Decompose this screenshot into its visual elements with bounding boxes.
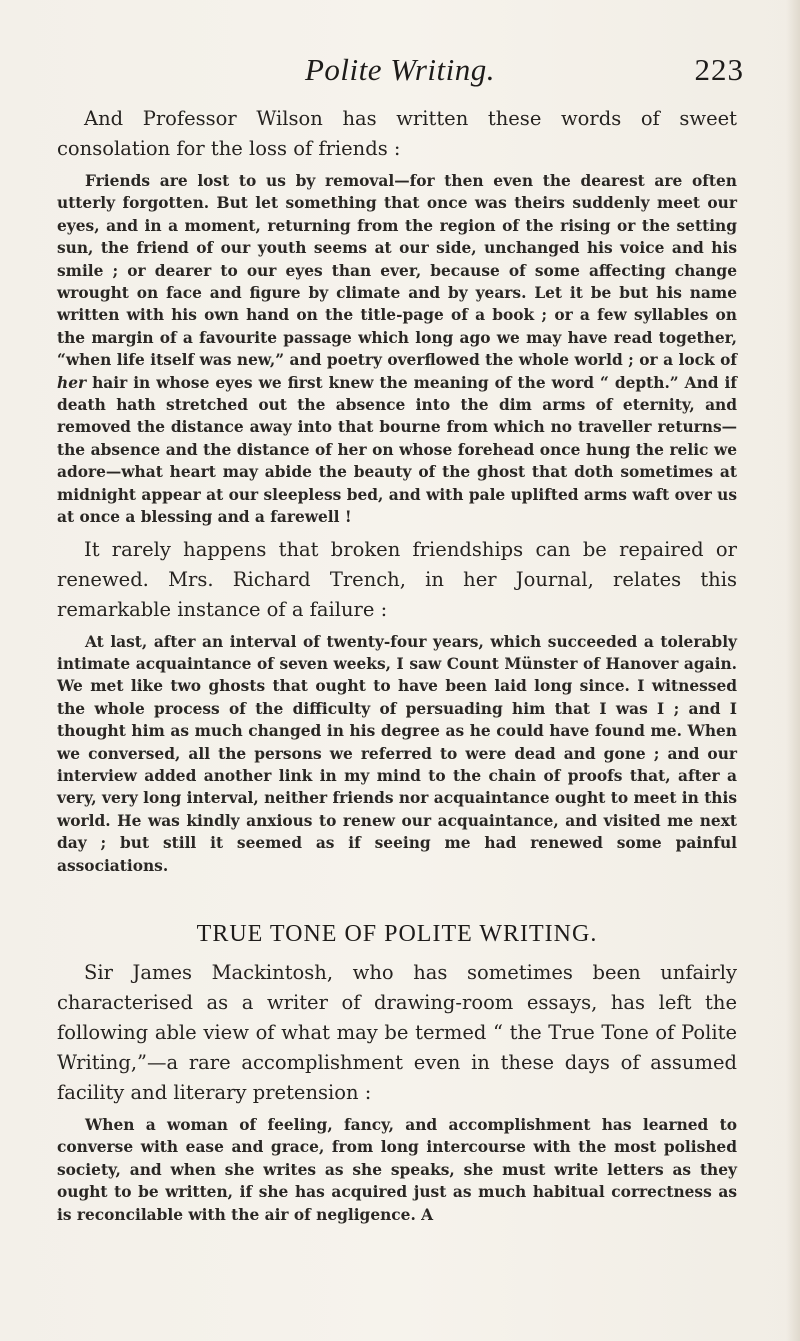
- page-header: [0, 52, 800, 92]
- mackintosh-quote: When a woman of feeling, fancy, and accomplishment has learned to converse with ease and grace, from long intercourse with the most polished society, and when she writes as she speaks, she must write letters as they ought to be written, if she has acquired just as much habitual correctness as is reconcilable with the air of negligence. A: [57, 1115, 737, 1224]
- page-number: 223: [694, 52, 744, 87]
- wilson-quote: [57, 170, 737, 529]
- mackintosh-paragraph: Sir James Mackintosh, who has sometimes been unfairly characterised as a writer of drawing-room essays, has left the following able view of what may be termed “ the True Tone of Polite Writing,”—a rare accomplishment even in these days of assumed facility and literary pretension :: [57, 960, 737, 1104]
- page-edge-shadow: [786, 0, 800, 1341]
- wilson-quote-part-2: hair in whose eyes we first knew the meaning of the word “ depth.” And if death hath stretched out the absence into the dim arms of eternity, and removed the distance away into that bourne from which no traveller returns—the absence and the distance of her on whose forehead once hung the relic we adore—what heart may abide the beauty of the ghost that doth sometimes at midnight appear at our sleepless bed, and with pale uplifted arms waft over us at once a blessing and a farewell !: [57, 373, 737, 527]
- wilson-quote-emphasis: her: [57, 373, 87, 392]
- trench-quote: At last, after an interval of twenty-four years, which succeeded a tolerably intimate acquaintance of seven weeks, I saw Count Münster of Hanover again. We met like two ghosts that ought to have been laid long since. I witnessed the whole process of the difficulty of persuading him that I was I ; and I thought him as much changed in his degree as he could have found me. When we conversed, all the persons we referred to were dead and gone ; and our interview added another link in my mind to the chain of proofs that, after a very, very long interval, neither friends nor acquaintance ought to meet in this world. He was kindly anxious to renew our acquaintance, and visited me next day ; but still it seemed as if seeing me had renewed some painful associations.: [57, 632, 738, 875]
- section-heading: TRUE TONE OF POLITE WRITING.: [196, 920, 598, 947]
- intro-paragraph: And Professor Wilson has written these words of sweet consolation for the loss of friends :: [57, 107, 737, 160]
- wilson-quote-part-1: Friends are lost to us by removal—for then even the dearest are often utterly forgotten. But let something that once was theirs suddenly meet our eyes, and in a moment, returning from the region of the rising or the setting sun, the friend of our youth seems at our side, unchanged his voice and his smile ; or dearer to our eyes than ever, because of some affecting change wrought on face and figure by climate and by years. Let it be but his name written with his own hand on the title-page of a book ; or a few syllables on the margin of a favourite passage which long ago we may have read together, “when life itself was new,” and poetry overflowed the whole world ; or a lock of: [57, 172, 737, 370]
- running-title: Polite Writing.: [304, 52, 496, 87]
- trench-intro-paragraph: It rarely happens that broken friendships can be repaired or renewed. Mrs. Richard Trench, in her Journal, relates this remarkable instance of a failure :: [57, 537, 737, 621]
- page-content: [57, 104, 737, 1232]
